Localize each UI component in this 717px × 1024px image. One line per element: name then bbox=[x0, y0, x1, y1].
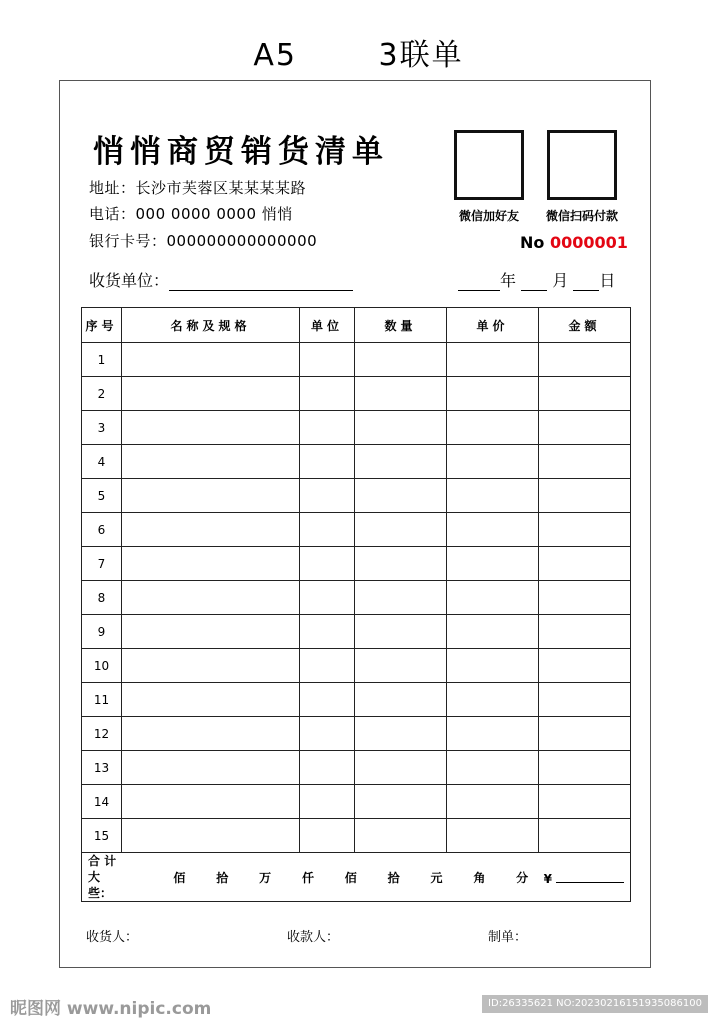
amount-cell[interactable] bbox=[539, 615, 631, 649]
name-spec-cell[interactable] bbox=[122, 683, 300, 717]
wechat-add-qr-placeholder bbox=[454, 130, 524, 200]
quantity-cell[interactable] bbox=[355, 547, 447, 581]
name-spec-cell[interactable] bbox=[122, 649, 300, 683]
row-index: 2 bbox=[82, 377, 122, 411]
unit-price-cell[interactable] bbox=[447, 547, 539, 581]
row-index: 11 bbox=[82, 683, 122, 717]
total-amount[interactable] bbox=[544, 868, 624, 886]
serial-number bbox=[520, 233, 628, 252]
name-spec-cell[interactable] bbox=[122, 513, 300, 547]
unit-price-cell[interactable] bbox=[447, 581, 539, 615]
header-name-spec: 名称及规格 bbox=[122, 308, 300, 343]
page-heading bbox=[0, 30, 717, 74]
row-index: 14 bbox=[82, 785, 122, 819]
header-amount: 金额 bbox=[539, 308, 631, 343]
total-unit-label: 分 bbox=[516, 870, 529, 885]
unit-price-cell[interactable] bbox=[447, 615, 539, 649]
amount-cell[interactable] bbox=[539, 819, 631, 853]
total-label-line2: 大 些： bbox=[88, 870, 113, 900]
table-row bbox=[82, 615, 631, 649]
quantity-cell[interactable] bbox=[355, 581, 447, 615]
total-unit-label: 万 bbox=[259, 870, 272, 885]
header-quantity: 数量 bbox=[355, 308, 447, 343]
name-spec-cell[interactable] bbox=[122, 411, 300, 445]
row-index: 4 bbox=[82, 445, 122, 479]
unit-price-cell[interactable] bbox=[447, 445, 539, 479]
total-label bbox=[88, 853, 128, 901]
quantity-cell[interactable] bbox=[355, 717, 447, 751]
unit-price-cell[interactable] bbox=[447, 751, 539, 785]
unit-cell[interactable] bbox=[300, 377, 355, 411]
quantity-cell[interactable] bbox=[355, 513, 447, 547]
unit-price-cell[interactable] bbox=[447, 649, 539, 683]
receiver-unit-blank[interactable] bbox=[169, 272, 353, 291]
day-blank[interactable] bbox=[573, 272, 599, 291]
unit-price-cell[interactable] bbox=[447, 479, 539, 513]
month-label: 月 bbox=[552, 271, 569, 290]
company-name: 悄悄商贸销货清单 bbox=[93, 134, 389, 170]
row-index: 7 bbox=[82, 547, 122, 581]
total-unit-label: 佰 bbox=[344, 870, 357, 885]
unit-cell[interactable] bbox=[300, 717, 355, 751]
footer-payee: 收款人： bbox=[287, 930, 340, 945]
name-spec-cell[interactable] bbox=[122, 377, 300, 411]
total-unit-label: 拾 bbox=[387, 870, 400, 885]
table-row bbox=[82, 683, 631, 717]
name-spec-cell[interactable] bbox=[122, 479, 300, 513]
receiver-unit-field[interactable] bbox=[89, 268, 353, 291]
amount-cell[interactable] bbox=[539, 717, 631, 751]
unit-cell[interactable] bbox=[300, 343, 355, 377]
items-table bbox=[81, 307, 631, 902]
unit-price-cell[interactable] bbox=[447, 785, 539, 819]
wechat-pay-qr-placeholder bbox=[547, 130, 617, 200]
bank-card-line: 银行卡号：000000000000000 bbox=[89, 232, 318, 250]
quantity-cell[interactable] bbox=[355, 479, 447, 513]
unit-price-cell[interactable] bbox=[447, 717, 539, 751]
copies-label: 3联单 bbox=[378, 38, 464, 73]
year-label: 年 bbox=[500, 271, 517, 290]
name-spec-cell[interactable] bbox=[122, 581, 300, 615]
footer-maker: 制单： bbox=[488, 930, 528, 945]
row-index: 1 bbox=[82, 343, 122, 377]
table-row bbox=[82, 717, 631, 751]
quantity-cell[interactable] bbox=[355, 751, 447, 785]
header-index: 序号 bbox=[82, 308, 122, 343]
total-unit-label: 角 bbox=[473, 870, 486, 885]
unit-cell[interactable] bbox=[300, 785, 355, 819]
amount-cell[interactable] bbox=[539, 411, 631, 445]
table-row bbox=[82, 819, 631, 853]
unit-cell[interactable] bbox=[300, 445, 355, 479]
quantity-cell[interactable] bbox=[355, 445, 447, 479]
quantity-cell[interactable] bbox=[355, 683, 447, 717]
unit-price-cell[interactable] bbox=[447, 683, 539, 717]
amount-cell[interactable] bbox=[539, 547, 631, 581]
quantity-cell[interactable] bbox=[355, 615, 447, 649]
table-row bbox=[82, 547, 631, 581]
wechat-add-label: 微信加好友 bbox=[458, 209, 519, 223]
month-blank[interactable] bbox=[521, 272, 547, 291]
total-unit-label: 仟 bbox=[301, 870, 314, 885]
unit-cell[interactable] bbox=[300, 751, 355, 785]
total-row bbox=[82, 853, 631, 902]
address-line: 地址：长沙市芙蓉区某某某某路 bbox=[89, 179, 307, 197]
row-index: 12 bbox=[82, 717, 122, 751]
table-row bbox=[82, 513, 631, 547]
unit-cell[interactable] bbox=[300, 479, 355, 513]
unit-price-cell[interactable] bbox=[447, 513, 539, 547]
row-index: 3 bbox=[82, 411, 122, 445]
quantity-cell[interactable] bbox=[355, 377, 447, 411]
total-unit-label: 佰 bbox=[173, 870, 186, 885]
paper-size: A5 bbox=[253, 38, 297, 73]
name-spec-cell[interactable] bbox=[122, 785, 300, 819]
year-blank[interactable] bbox=[458, 272, 500, 291]
amount-cell[interactable] bbox=[539, 479, 631, 513]
row-index: 13 bbox=[82, 751, 122, 785]
row-index: 6 bbox=[82, 513, 122, 547]
name-spec-cell[interactable] bbox=[122, 615, 300, 649]
unit-cell[interactable] bbox=[300, 649, 355, 683]
unit-cell[interactable] bbox=[300, 513, 355, 547]
unit-cell[interactable] bbox=[300, 411, 355, 445]
amount-cell[interactable] bbox=[539, 513, 631, 547]
name-spec-cell[interactable] bbox=[122, 751, 300, 785]
amount-cell[interactable] bbox=[539, 751, 631, 785]
header-unit-price: 单价 bbox=[447, 308, 539, 343]
watermark-id: ID:26335621 NO:20230216151935086100 bbox=[482, 995, 708, 1013]
total-units bbox=[128, 869, 544, 886]
amount-cell[interactable] bbox=[539, 377, 631, 411]
table-row bbox=[82, 445, 631, 479]
amount-cell[interactable] bbox=[539, 785, 631, 819]
wechat-pay-label: 微信扫码付款 bbox=[545, 209, 618, 223]
unit-price-cell[interactable] bbox=[447, 819, 539, 853]
table-header-row bbox=[82, 308, 631, 343]
table-row bbox=[82, 377, 631, 411]
table-row bbox=[82, 649, 631, 683]
quantity-cell[interactable] bbox=[355, 819, 447, 853]
unit-cell[interactable] bbox=[300, 683, 355, 717]
amount-cell[interactable] bbox=[539, 445, 631, 479]
unit-price-cell[interactable] bbox=[447, 411, 539, 445]
quantity-cell[interactable] bbox=[355, 411, 447, 445]
day-label: 日 bbox=[599, 271, 616, 290]
row-index: 9 bbox=[82, 615, 122, 649]
total-unit-label: 拾 bbox=[216, 870, 229, 885]
receiver-unit-label: 收货单位： bbox=[89, 271, 170, 290]
amount-cell[interactable] bbox=[539, 581, 631, 615]
name-spec-cell[interactable] bbox=[122, 343, 300, 377]
unit-cell[interactable] bbox=[300, 615, 355, 649]
table-row bbox=[82, 751, 631, 785]
serial-prefix: No bbox=[520, 233, 545, 252]
table-row bbox=[82, 343, 631, 377]
row-index: 15 bbox=[82, 819, 122, 853]
unit-price-cell[interactable] bbox=[447, 343, 539, 377]
row-index: 10 bbox=[82, 649, 122, 683]
table-row bbox=[82, 411, 631, 445]
table-row bbox=[82, 581, 631, 615]
total-amount-blank[interactable] bbox=[556, 868, 624, 883]
name-spec-cell[interactable] bbox=[122, 717, 300, 751]
header-unit: 单位 bbox=[300, 308, 355, 343]
unit-cell[interactable] bbox=[300, 547, 355, 581]
quantity-cell[interactable] bbox=[355, 343, 447, 377]
quantity-cell[interactable] bbox=[355, 785, 447, 819]
phone-line: 电话：000 0000 0000 悄悄 bbox=[89, 205, 293, 223]
amount-cell[interactable] bbox=[539, 343, 631, 377]
amount-cell[interactable] bbox=[539, 683, 631, 717]
unit-cell[interactable] bbox=[300, 581, 355, 615]
name-spec-cell[interactable] bbox=[122, 445, 300, 479]
total-label-line1: 合 计 bbox=[88, 854, 117, 868]
row-index: 5 bbox=[82, 479, 122, 513]
amount-cell[interactable] bbox=[539, 649, 631, 683]
quantity-cell[interactable] bbox=[355, 649, 447, 683]
name-spec-cell[interactable] bbox=[122, 819, 300, 853]
unit-price-cell[interactable] bbox=[447, 377, 539, 411]
date-field[interactable] bbox=[458, 268, 615, 291]
row-index: 8 bbox=[82, 581, 122, 615]
footer-receiver: 收货人： bbox=[86, 930, 139, 945]
watermark-site: 昵图网 www.nipic.com bbox=[10, 999, 212, 1019]
name-spec-cell[interactable] bbox=[122, 547, 300, 581]
total-cell bbox=[82, 853, 631, 902]
serial-value: 0000001 bbox=[549, 233, 628, 252]
table-row bbox=[82, 479, 631, 513]
table-row bbox=[82, 785, 631, 819]
unit-cell[interactable] bbox=[300, 819, 355, 853]
currency-symbol: ¥ bbox=[543, 872, 552, 886]
total-unit-label: 元 bbox=[430, 870, 443, 885]
